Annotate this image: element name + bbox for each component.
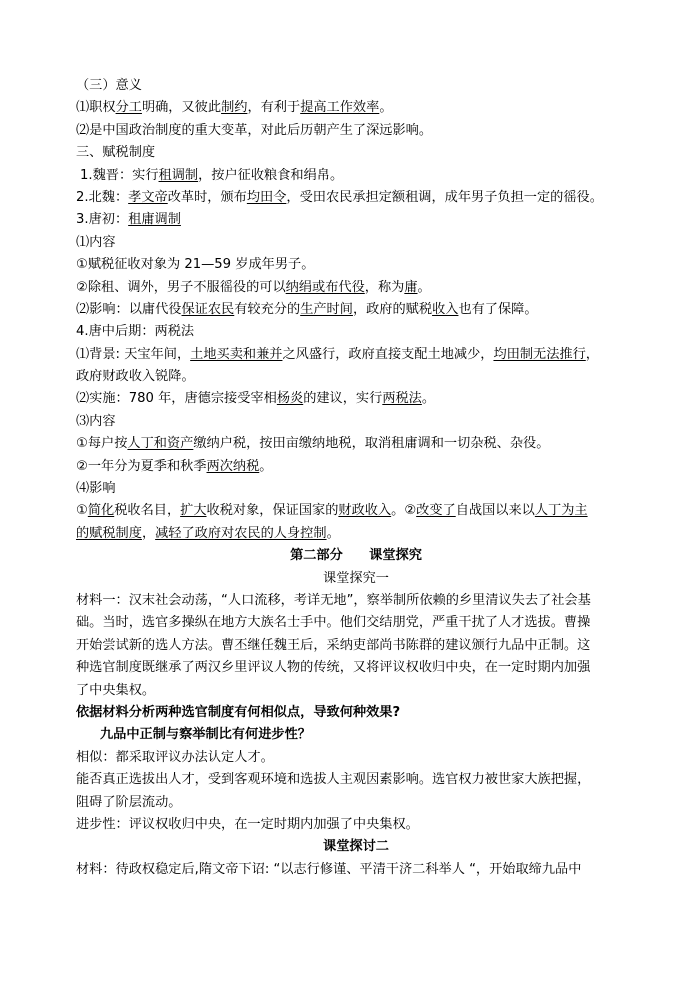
text-line [76,433,636,455]
text-line [76,769,636,791]
text-line [76,411,636,433]
text-segment: 第二部分 课堂探究 [290,548,422,564]
underlined-term: 提高工作效率 [300,100,380,116]
underlined-term: 简化 [87,503,115,519]
text-line [76,97,636,119]
text-line [76,680,636,702]
text-segment: 也有了保障。 [458,301,538,317]
underlined-term: 减轻了政府对农民的人身控制 [155,525,327,541]
underlined-term: 均田令 [246,189,287,205]
text-segment: （三）意义 [76,78,142,93]
text-segment: ①每户按 [76,436,128,452]
text-segment: 政府财政收入锐降。 [76,369,195,385]
underlined-term: 孝文帝 [128,189,168,205]
text-line [76,500,636,522]
text-segment: ，有利于 [247,100,301,116]
text-line [76,120,636,142]
text-segment: 的建议，实行 [303,391,383,407]
text-line [76,545,636,567]
text-line [76,299,636,321]
text-line [76,232,636,254]
text-segment: ⑴背景: 天宝年间， [76,346,191,362]
text-segment: ① [76,503,88,519]
text-line [76,590,636,612]
text-segment: ⑵是中国政治制度的重大变革，对此后历朝产生了深远影响。 [76,122,433,138]
text-segment: ， [585,346,599,362]
text-segment: 1.魏晋：实行 [80,167,159,183]
underlined-term: 改变了 [416,503,456,519]
text-segment: 进步性：评议权收归中央，在一定时期内加强了中央集权。 [76,816,419,832]
text-line [76,612,636,634]
text-line [76,456,636,478]
text-segment: 。 [326,525,340,541]
underlined-term: 的赋税制度 [76,525,142,541]
underlined-term: 庸 [404,279,418,295]
underlined-term: 纳绢或布代役 [285,279,365,295]
text-segment: 课堂探究一 [323,570,389,586]
text-segment: 。 [417,279,431,295]
text-segment: ⑴内容 [76,234,116,250]
text-line [76,344,636,366]
underlined-term: 制约 [221,100,248,116]
underlined-term: 两次纳税 [206,458,260,474]
text-segment: ⑵影响：以庸代役 [76,301,182,317]
text-segment: 开始尝试新的选人方法。曹丕继任魏王后，采纳吏部尚书陈群的建议颁行九品中正制。这 [76,637,591,653]
text-line [76,277,636,299]
text-segment: ⑵实施：780 年，唐德宗接受宰相 [76,391,277,407]
text-line [76,75,636,97]
text-line [76,747,636,769]
underlined-term: 生产时间 [300,301,353,317]
text-segment: 。 [259,458,273,474]
underlined-term: 杨炎 [276,391,304,407]
text-segment: 缴纳户税，按田亩缴纳地税，取消租庸调和一切杂税、杂役。 [193,436,550,452]
text-segment: 础。当时，选官多操纵在地方大族名士手中。他们交结朋党，严重干扰了人才选拔。曹操 [76,615,591,631]
text-segment: 。 [421,391,436,407]
text-segment: 依据材料分析两种选官制度有何相似点，导致何种效果? [76,704,401,720]
text-segment: 九品中正制与察举制比有何进步性？ [100,727,311,743]
text-line [76,209,636,231]
text-segment: 自战国以来以 [455,503,535,519]
text-line [76,702,636,724]
text-segment: 种选官制度既继承了两汉乡里评议人物的传统，又将评议权收归中央，在一定时期内加强 [76,660,591,676]
text-segment: 阻碍了阶层流动。 [76,794,182,810]
text-segment: 了中央集权。 [76,682,156,698]
text-segment: 材料一：汉末社会动荡，“人口流移，考详无地”，察举制所依赖的乡里清议失去了社会基 [76,592,591,608]
underlined-term: 人丁为主 [534,503,588,519]
text-segment: ， [141,525,156,541]
text-segment: 4.唐中后期：两税法 [76,324,195,340]
underlined-term: 扩大 [180,503,207,519]
text-segment: ①赋税征收对象为 21—59 岁成年男子。 [76,257,315,273]
text-line [76,165,636,187]
text-line [76,478,636,500]
text-segment: ，受田农民承担定额租调，成年男子负担一定的徭役。 [286,189,603,205]
underlined-term: 收入 [432,301,459,317]
text-segment: 3.唐初： [76,212,129,228]
text-segment: ②除租、调外，男子不服徭役的可以 [76,279,286,295]
underlined-term: 土地买卖和兼并 [190,346,283,362]
text-line [76,724,636,746]
text-line [76,657,636,679]
underlined-term: 租调制 [158,167,199,183]
text-line [76,187,636,209]
document-body [76,75,636,881]
text-segment: ⑷影响 [76,481,116,497]
text-segment: 。 [379,100,393,116]
text-segment: 材料：待政权稳定后,隋文帝下诏: “以志行修谨、平清干济二科举人 “，开始取缔九品中 [76,861,582,877]
text-segment: 之风盛行，政府直接支配土地减少， [282,346,494,362]
text-segment: 。② [391,503,417,519]
underlined-term: 人丁和资产 [127,436,194,452]
text-segment: ，政府的赋税 [352,301,433,317]
text-line [76,321,636,343]
text-line [76,836,636,858]
text-line [76,523,636,545]
underlined-term: 租庸调制 [128,212,181,228]
text-segment: 改革时，颁布 [167,189,247,205]
text-segment: 有较充分的 [234,301,301,317]
underlined-term: 两税法 [382,391,422,407]
text-line [76,568,636,590]
underlined-term: 保证农民 [181,301,235,317]
underlined-term: 均田制无法推行 [493,346,586,362]
text-segment: ⑶内容 [76,413,116,429]
text-line [76,859,636,881]
text-segment: ，称为 [364,279,405,295]
text-line [76,388,636,410]
text-segment: 课堂探讨二 [323,839,389,855]
text-line [76,635,636,657]
text-segment: ②一年分为夏季和秋季 [76,458,207,474]
text-segment: 明确，又彼此 [141,100,222,116]
text-segment: 2.北魏： [76,189,129,205]
underlined-term: 分工 [115,100,142,116]
text-segment: 相似：都采取评议办法认定人才。 [76,749,274,765]
text-segment: ，按户征收粮食和绢帛。 [198,167,344,183]
text-line [76,142,636,164]
text-segment: ⑴职权 [76,100,116,116]
text-segment: 能否真正选拔出人才，受到客观环境和选拔人主观因素影响。选官权力被世家大族把握， [76,772,591,788]
text-segment: 三、赋税制度 [76,145,156,161]
text-segment: 税收名目， [114,503,181,519]
text-line [76,366,636,388]
text-segment: 收税对象，保证国家的 [206,503,339,519]
text-line [76,254,636,276]
text-line [76,814,636,836]
underlined-term: 财政收入 [338,503,392,519]
text-line [76,792,636,814]
